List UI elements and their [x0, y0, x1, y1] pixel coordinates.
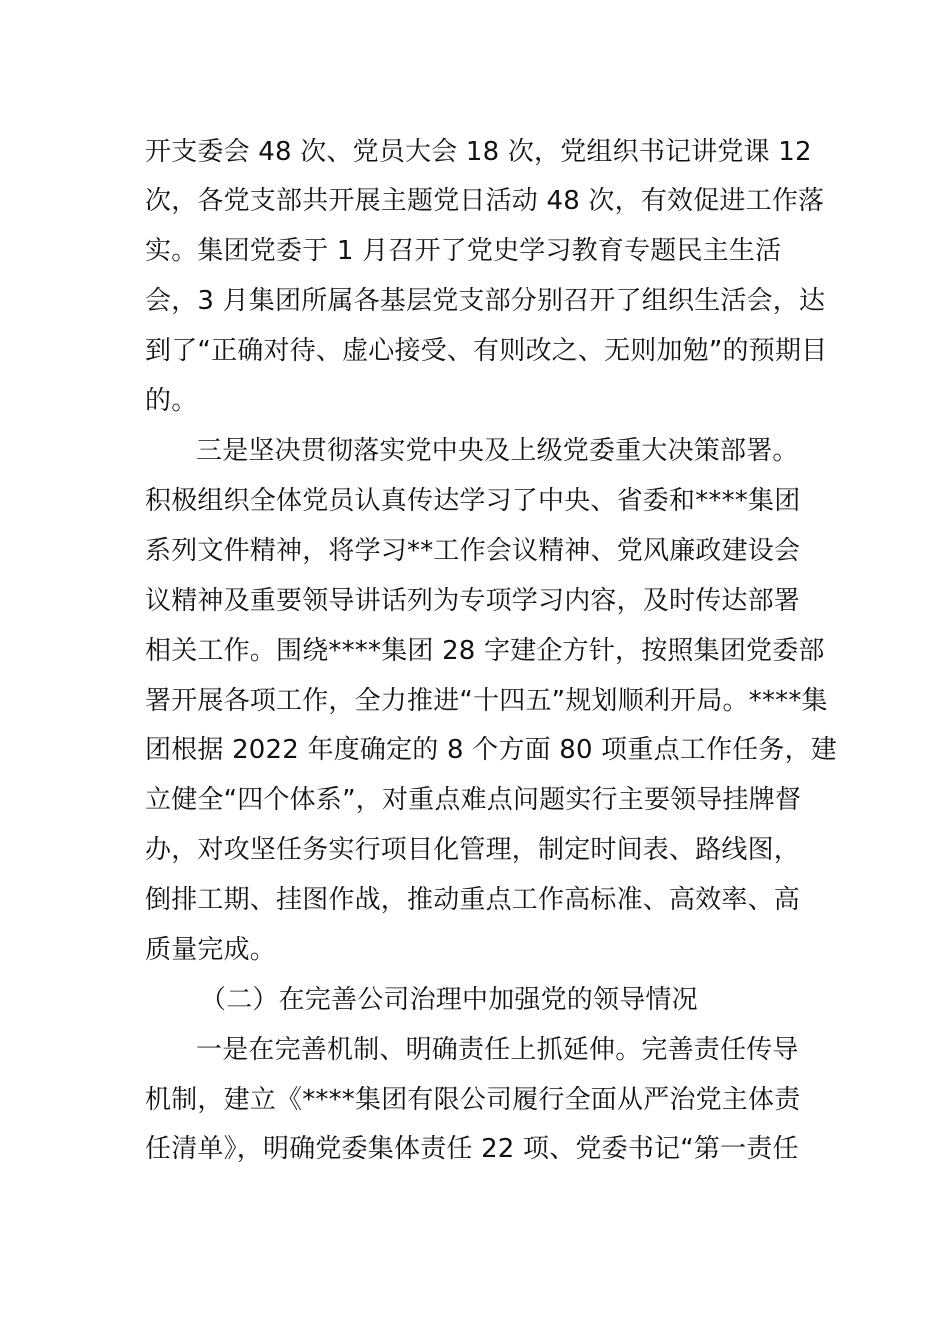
body-text-line: 署开展各项工作，全力推进“十四五”规划顺利开局。****集 [145, 686, 828, 716]
body-text-line: 立健全“四个体系”，对重点难点问题实行主要领导挂牌督 [145, 785, 802, 815]
body-text-line: 任清单》，明确党委集体责任 22 项、党委书记“第一责任 [145, 1134, 799, 1164]
body-text-line: 会，3 月集团所属各基层党支部分别召开了组织生活会，达 [145, 286, 826, 316]
body-text-line: 的。 [145, 386, 198, 416]
body-text-line: 机制，建立《****集团有限公司履行全面从严治党主体责 [145, 1085, 801, 1115]
paragraph-first-line: 一是在完善机制、明确责任上抓延伸。完善责任传导 [196, 1035, 799, 1065]
body-text-line: 办，对攻坚任务实行项目化管理，制定时间表、路线图， [145, 835, 801, 865]
body-text-line: 实。集团党委于 1 月召开了党史学习教育专题民主生活 [145, 236, 782, 266]
body-text-line: 到了“正确对待、虚心接受、有则改之、无则加勉”的预期目 [145, 336, 828, 366]
body-text-line: 次，各党支部共开展主题党日活动 48 次，有效促进工作落 [145, 186, 825, 216]
body-text-line: 系列文件精神，将学习**工作会议精神、党风廉政建设会 [145, 536, 801, 566]
body-text-line: 积极组织全体党员认真传达学习了中央、省委和****集团 [145, 486, 801, 516]
body-text-line: 相关工作。围绕****集团 28 字建企方针，按照集团党委部 [145, 636, 825, 666]
body-text-line: 质量完成。 [145, 935, 277, 965]
body-text-line: 开支委会 48 次、党员大会 18 次，党组织书记讲党课 12 [145, 137, 812, 167]
body-text-line: 团根据 2022 年度确定的 8 个方面 80 项重点工作任务，建 [145, 735, 837, 765]
body-text-line: 倒排工期、挂图作战，推动重点工作高标准、高效率、高 [145, 885, 801, 915]
section-heading: （二）在完善公司治理中加强党的领导情况 [200, 985, 698, 1015]
paragraph-first-line: 三是坚决贯彻落实党中央及上级党委重大决策部署。 [196, 436, 799, 466]
body-text-line: 议精神及重要领导讲话列为专项学习内容，及时传达部署 [145, 586, 801, 616]
